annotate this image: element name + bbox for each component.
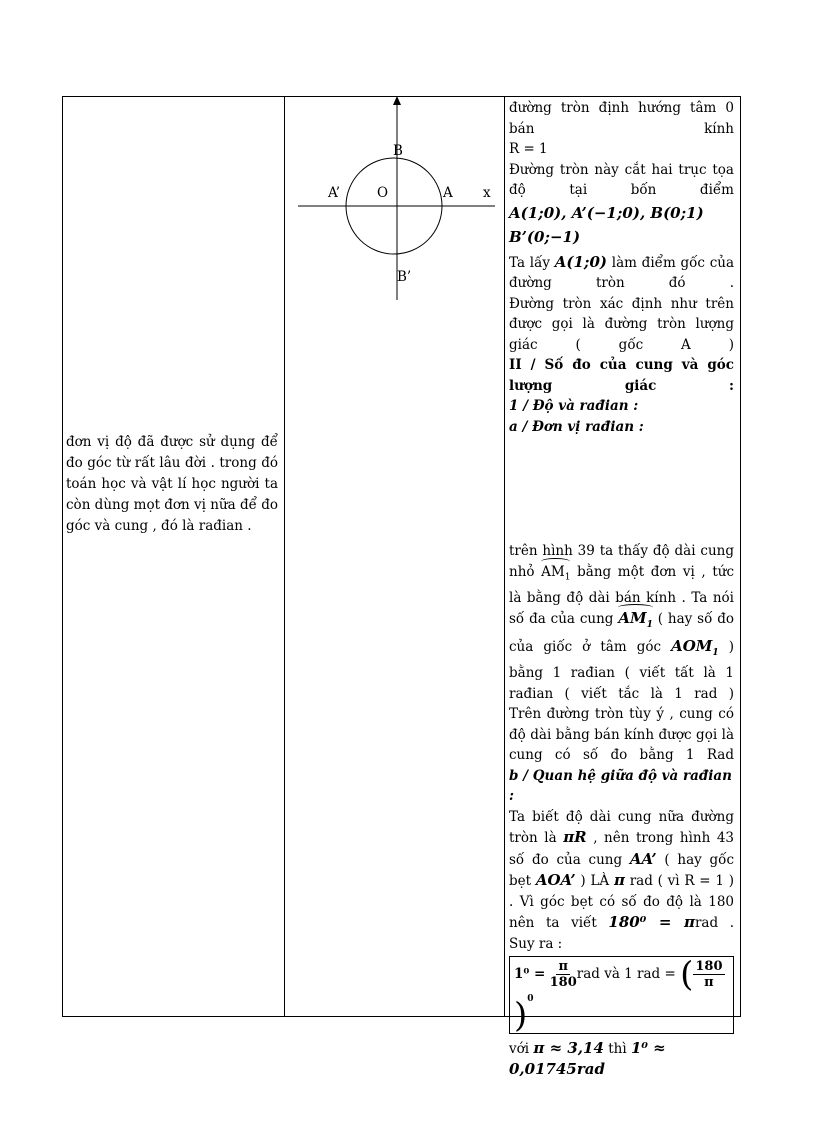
para-any-circle: Trên đường tròn tùy ý , cung có độ dài bằng bán kính được gọi là cung có số đo bằng 1 Rad (509, 706, 734, 764)
para-intersect: Đường tròn này cắt hai trục tọa độ tại bốn điểm (509, 161, 734, 198)
unit-circle-diagram (290, 92, 500, 312)
para-definition: Đường tròn xác định như trên được gọi là đường tròn lượng giác ( gốc A ) (509, 295, 734, 353)
para-approx: với π ≈ 3,14 thì 1⁰ ≈ 0,01745rad (509, 1038, 666, 1079)
points-line-1: A(1;0), A’(−1;0), B(0;1) (509, 203, 704, 222)
y-axis-arrow-icon (393, 96, 401, 105)
heading-degree-radian: 1 / Độ và rađian : (509, 398, 639, 414)
fraction-pi-180: $\frac{\pi}{180}$ (549, 959, 577, 991)
arc-symbol: $AM_1$ (541, 562, 570, 588)
label-O: O (377, 185, 389, 201)
label-A: A (443, 185, 453, 201)
heading-section-2: II / Số đo của cung và góc lượng giác : (509, 357, 734, 394)
main-content (509, 98, 734, 1081)
label-B-prime: B’ (397, 269, 412, 285)
heading-relation: b / Quan hệ giữa độ và rađian : (509, 767, 732, 805)
para-radian-def: trên hình 39 ta thấy độ dài cung nhỏ $AM_1$ bằng một đơn vị , tức là bằng độ dài bán kính . Ta nói số đa của cung $AM_1$ ( hay số đo của giốc ở tâm góc $AOM_1$ ) bằng 1 rađian ( viết tất là 1 rađian ( viết tắc là 1 rad ) (509, 543, 735, 702)
points-line-2: B’(0;−1) (509, 228, 581, 246)
fraction-180-pi: $\frac{180}{\pi}$ (695, 959, 723, 991)
heading-radian-unit: a / Đơn vị rađian : (509, 418, 644, 435)
arc-symbol-2: $AM_1$ (618, 608, 653, 636)
column-divider-1 (284, 97, 285, 1016)
label-x: x (483, 185, 491, 201)
label-B: B (393, 143, 403, 159)
column-divider-2 (504, 97, 505, 1016)
para-origin: Ta lấy A(1;0) làm điểm gốc của đường tròn đó . (509, 252, 735, 291)
spacer (509, 437, 734, 541)
label-A-prime: A’ (328, 185, 341, 201)
para-relation: Ta biết độ dài cung nữa đường tròn là πR , nên trong hình 43 số đo của cung AA’ ( hay gốc bẹt AOA’ ) LÀ π rad ( vì R = 1 ) . Vì góc bẹt có số đo độ là 180 nên ta viết 180⁰ = πrad . (509, 808, 735, 932)
para-circle: đường tròn định hướng tâm 0 bán kính (509, 100, 734, 137)
para-therefore: Suy ra : (509, 935, 563, 952)
formula-box: 1⁰ = $\frac{\pi}{180}$ rad và 1 rad = ( $\frac{180}{\pi}$ )$^0$ (509, 956, 734, 1034)
para-radius: R = 1 (509, 141, 548, 157)
intro-paragraph: đơn vị độ đã được sử dụng để đo góc từ rất lâu đời . trong đó toán học và vật lí học người ta còn dùng mọt đơn vị nữa để đo góc và cung , đó là rađian . (66, 434, 279, 534)
